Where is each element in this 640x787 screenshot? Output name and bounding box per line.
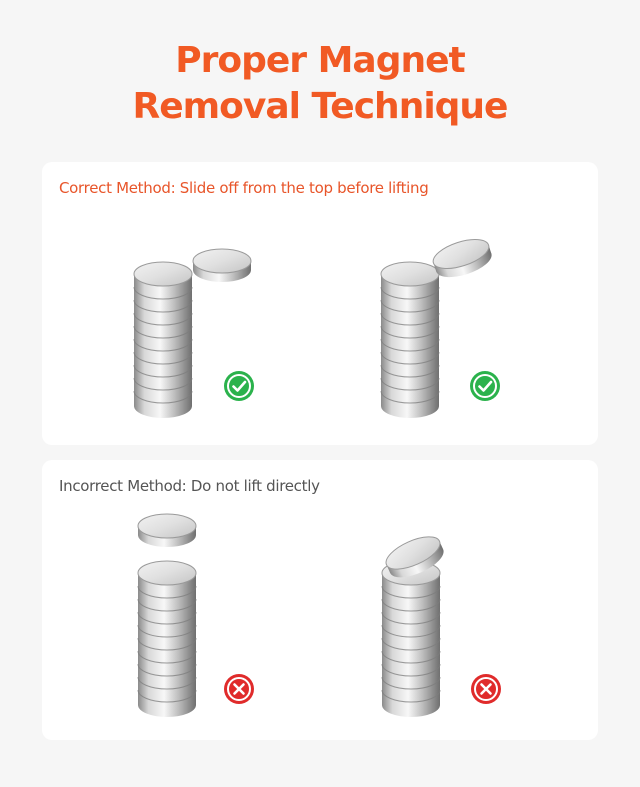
x-circle-icon <box>471 674 501 704</box>
title-line-2: Removal Technique <box>132 86 508 127</box>
magnet-disc-lifted <box>138 514 196 547</box>
title-line-1: Proper Magnet <box>175 40 465 81</box>
correct-method-label: Correct Method: Slide off from the top before lifting <box>59 179 429 197</box>
x-circle-icon <box>224 674 254 704</box>
check-circle-icon <box>470 371 500 401</box>
incorrect-method-label: Incorrect Method: Do not lift directly <box>59 477 320 495</box>
magnet-stack-correct-left <box>134 262 192 418</box>
magnet-stack-correct-right <box>381 262 439 418</box>
check-circle-icon <box>224 371 254 401</box>
magnet-disc-sliding-right <box>430 234 495 283</box>
magnet-stack-incorrect-left <box>138 561 196 717</box>
magnet-disc-sliding-left <box>193 249 251 282</box>
magnet-stack-incorrect-right <box>382 561 440 717</box>
